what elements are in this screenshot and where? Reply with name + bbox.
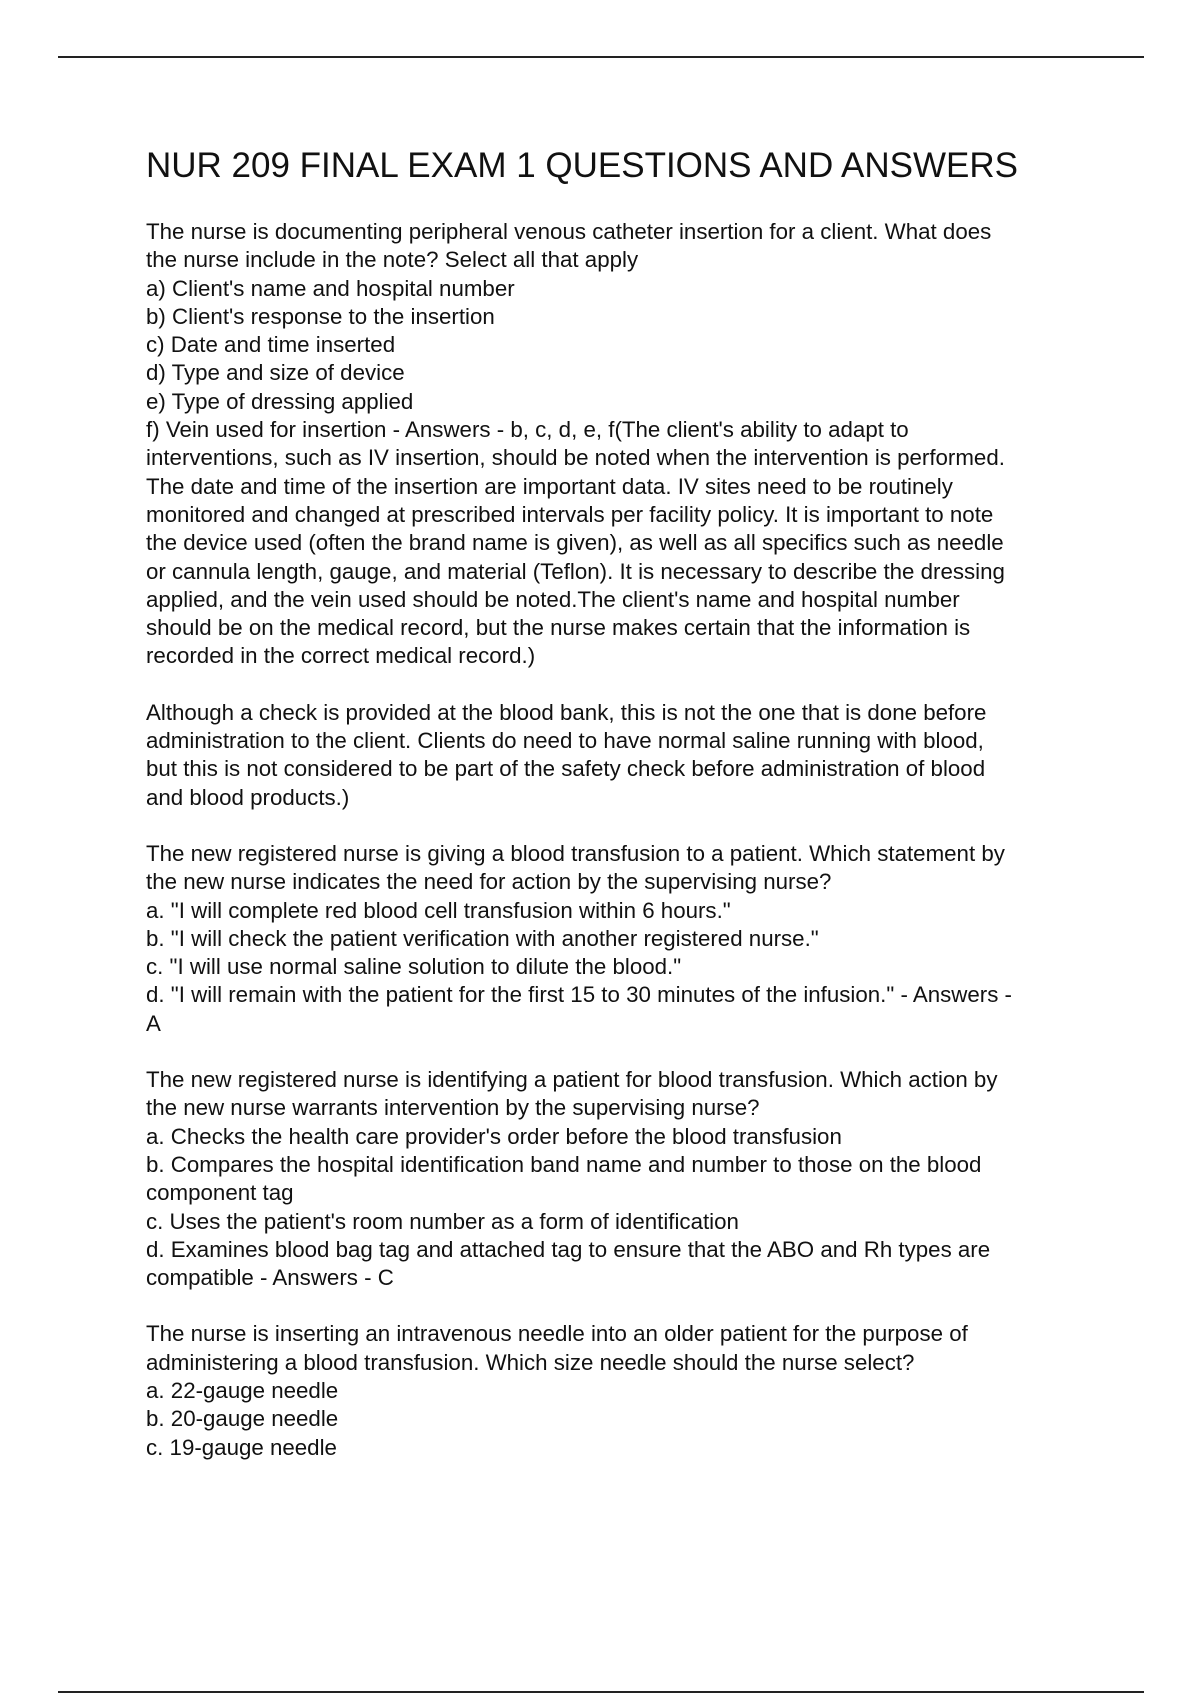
option-line: e) Type of dressing applied — [146, 388, 414, 414]
text-line: the device used (often the brand name is given), as well as all specifics such as needle — [146, 530, 1004, 556]
option-line: b) Client's response to the insertion — [146, 303, 495, 329]
option-line: a. "I will complete red blood cell transfusion within 6 hours." — [146, 897, 731, 923]
option-line: c. "I will use normal saline solution to dilute the blood." — [146, 954, 682, 980]
text-line: The date and time of the insertion are important data. IV sites need to be routinely — [146, 473, 953, 499]
rationale-block-2 — [146, 699, 1106, 812]
header-rule — [58, 56, 1144, 58]
text-line: the new nurse warrants intervention by the supervising nurse? — [146, 1095, 760, 1121]
answer-line: d. "I will remain with the patient for the first 15 to 30 minutes of the infusion." - Answers - — [146, 982, 1012, 1008]
text-line: should be on the medical record, but the nurse makes certain that the information is — [146, 615, 971, 641]
text-line: and blood products.) — [146, 784, 350, 810]
option-line: a) Client's name and hospital number — [146, 275, 515, 301]
text-line: or cannula length, gauge, and material (Teflon). It is necessary to describe the dressing — [146, 558, 1005, 584]
footer-rule — [58, 1691, 1144, 1693]
text-line: applied, and the vein used should be noted.The client's name and hospital number — [146, 586, 960, 612]
text-line: interventions, such as IV insertion, should be noted when the intervention is performed. — [146, 445, 1005, 471]
option-line: a. 22-gauge needle — [146, 1377, 339, 1403]
document-body — [146, 142, 1106, 1490]
answer-line: compatible - Answers - C — [146, 1265, 394, 1291]
question-block-1 — [146, 218, 1106, 671]
option-line: c) Date and time inserted — [146, 332, 396, 358]
option-line: a. Checks the health care provider's order before the blood transfusion — [146, 1123, 842, 1149]
option-line: d) Type and size of device — [146, 360, 405, 386]
option-line: b. "I will check the patient verification with another registered nurse." — [146, 925, 819, 951]
text-line: the new nurse indicates the need for action by the supervising nurse? — [146, 869, 832, 895]
option-line: b. Compares the hospital identification band name and number to those on the blood — [146, 1151, 982, 1177]
text-line: monitored and changed at prescribed intervals per facility policy. It is important to note — [146, 501, 994, 527]
question-block-4 — [146, 1066, 1106, 1292]
option-line: c. 19-gauge needle — [146, 1434, 337, 1460]
text-line: The new registered nurse is identifying a patient for blood transfusion. Which action by — [146, 1067, 998, 1093]
answer-line: f) Vein used for insertion - Answers - b, c, d, e, f(The client's ability to adapt to — [146, 417, 909, 443]
text-line: Although a check is provided at the blood bank, this is not the one that is done before — [146, 699, 987, 725]
document-title: NUR 209 FINAL EXAM 1 QUESTIONS AND ANSWERS — [146, 146, 1018, 185]
answer-line: A — [146, 1010, 161, 1036]
option-line: component tag — [146, 1180, 294, 1206]
text-line: the nurse include in the note? Select all that apply — [146, 247, 639, 273]
text-line: The nurse is inserting an intravenous needle into an older patient for the purpose of — [146, 1321, 968, 1347]
text-line: recorded in the correct medical record.) — [146, 643, 536, 669]
option-line: c. Uses the patient's room number as a form of identification — [146, 1208, 739, 1234]
option-line: d. Examines blood bag tag and attached tag to ensure that the ABO and Rh types are — [146, 1236, 991, 1262]
question-block-5 — [146, 1320, 1106, 1461]
question-block-3 — [146, 840, 1106, 1038]
text-line: The nurse is documenting peripheral venous catheter insertion for a client. What does — [146, 219, 992, 244]
text-line: but this is not considered to be part of the safety check before administration of blood — [146, 756, 986, 782]
text-line: The new registered nurse is giving a blood transfusion to a patient. Which statement by — [146, 840, 1005, 866]
text-line: administration to the client. Clients do need to have normal saline running with blood, — [146, 728, 984, 754]
option-line: b. 20-gauge needle — [146, 1406, 339, 1432]
text-line: administering a blood transfusion. Which size needle should the nurse select? — [146, 1349, 915, 1375]
